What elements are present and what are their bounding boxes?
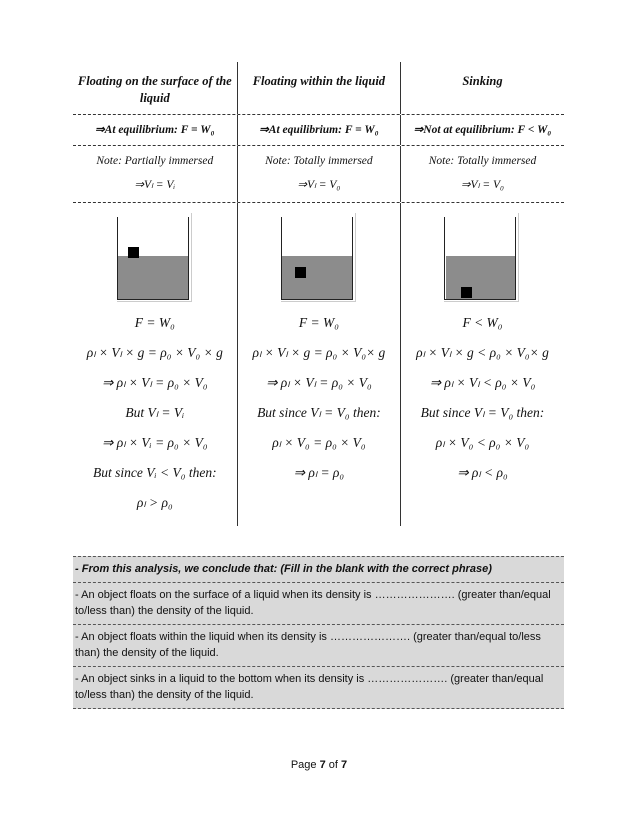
derivation-line: But Vₗ = Vᵢ <box>125 405 185 420</box>
derivation-line: F < W₀ <box>462 315 503 330</box>
beaker-wall <box>117 217 189 300</box>
derivation-line: ⇒ ρₗ < ρ₀ <box>457 465 508 480</box>
derivation-line: ρₗ × V₀ < ρ₀ × V₀ <box>435 435 530 450</box>
conclusion-title: - From this analysis, we conclude that: (Fill in the blank with the correct phrase) <box>73 556 564 582</box>
derivation-line: But since Vₗ = V₀ then: <box>257 405 381 420</box>
derivation <box>73 308 237 518</box>
beaker-wall <box>444 217 516 300</box>
derivation-line: ρₗ × Vₗ × g < ρ₀ × V₀× g <box>416 345 549 360</box>
derivation-line: ρₗ × Vₗ × g = ρ₀ × V₀ × g <box>86 345 223 360</box>
derivation-line: F = W₀ <box>298 315 339 330</box>
derivation-line: ρₗ > ρ₀ <box>136 495 173 510</box>
derivation-line: ρₗ × V₀ = ρ₀ × V₀ <box>272 435 366 450</box>
page-number: 7 <box>319 759 326 771</box>
derivation <box>401 308 564 488</box>
body-within <box>237 203 401 526</box>
note-text: Note: Totally immersed <box>265 155 373 167</box>
page-prefix: Page <box>290 759 320 771</box>
note-text: Note: Partially immersed <box>96 155 214 167</box>
derivation-line: ⇒ ρₗ × Vₗ = ρ₀ × V₀ <box>266 375 372 390</box>
beaker-diagram <box>117 213 193 301</box>
header-sinking: Sinking <box>400 62 564 114</box>
conclusion-item: - An object floats on the surface of a liquid when its density is …………………. (greater than/equal to/less than) the density of the liquid. <box>73 582 564 624</box>
note-surface <box>73 146 237 202</box>
volume-text: ⇒Vₗ = Vᵢ <box>134 179 176 191</box>
object-block <box>295 267 306 278</box>
derivation-line: ⇒ ρₗ × Vₗ < ρ₀ × V₀ <box>429 375 536 390</box>
derivation-line: But since Vₗ = V₀ then: <box>420 405 545 420</box>
equilibrium-sinking: ⇒Not at equilibrium: F < W₀ <box>400 115 564 145</box>
conclusion-item: - An object floats within the liquid when its density is …………………. (greater than/equal to/less than) the density of the liquid. <box>73 624 564 666</box>
volume-text: ⇒Vₗ = V₀ <box>297 179 341 191</box>
header-row <box>73 62 564 114</box>
beaker-diagram <box>444 213 520 301</box>
equilibrium-within: ⇒At equilibrium: F = W₀ <box>237 115 401 145</box>
derivation-line: ⇒ ρₗ × Vₗ = ρ₀ × V₀ <box>102 375 208 390</box>
derivation-line: ⇒ ρₗ × Vᵢ = ρ₀ × V₀ <box>102 435 208 450</box>
note-row <box>73 146 564 202</box>
derivation-line: ⇒ ρₗ = ρ₀ <box>293 465 345 480</box>
body-surface <box>73 203 237 526</box>
page-of: of <box>325 759 342 771</box>
comparison-table <box>73 62 564 526</box>
derivation-line: But since Vᵢ < V₀ then: <box>93 465 217 480</box>
object-block <box>461 287 472 298</box>
volume-text: ⇒Vₗ = V₀ <box>460 179 505 191</box>
note-text: Note: Totally immersed <box>428 155 537 167</box>
note-sinking <box>400 146 564 202</box>
header-floating-surface: Floating on the surface of the liquid <box>77 74 232 105</box>
header-floating-within: Floating within the liquid <box>237 62 401 114</box>
derivation-line: F = W₀ <box>134 315 175 330</box>
note-within <box>237 146 401 202</box>
beaker-wall <box>281 217 353 300</box>
conclusion-box <box>73 556 564 709</box>
body-row <box>73 203 564 526</box>
equilibrium-row <box>73 115 564 145</box>
page-total: 7 <box>341 759 348 771</box>
conclusion-item: - An object sinks in a liquid to the bottom when its density is …………………. (greater than/equal to/less than) the density of the liquid. <box>73 666 564 709</box>
derivation-line: ρₗ × Vₗ × g = ρ₀ × V₀× g <box>252 345 386 360</box>
page-footer <box>0 759 638 771</box>
beaker-diagram <box>281 213 357 301</box>
object-block <box>128 247 139 258</box>
derivation <box>238 308 401 488</box>
equilibrium-surface: ⇒At equilibrium: F = W₀ <box>95 124 215 136</box>
body-sinking <box>400 203 564 526</box>
